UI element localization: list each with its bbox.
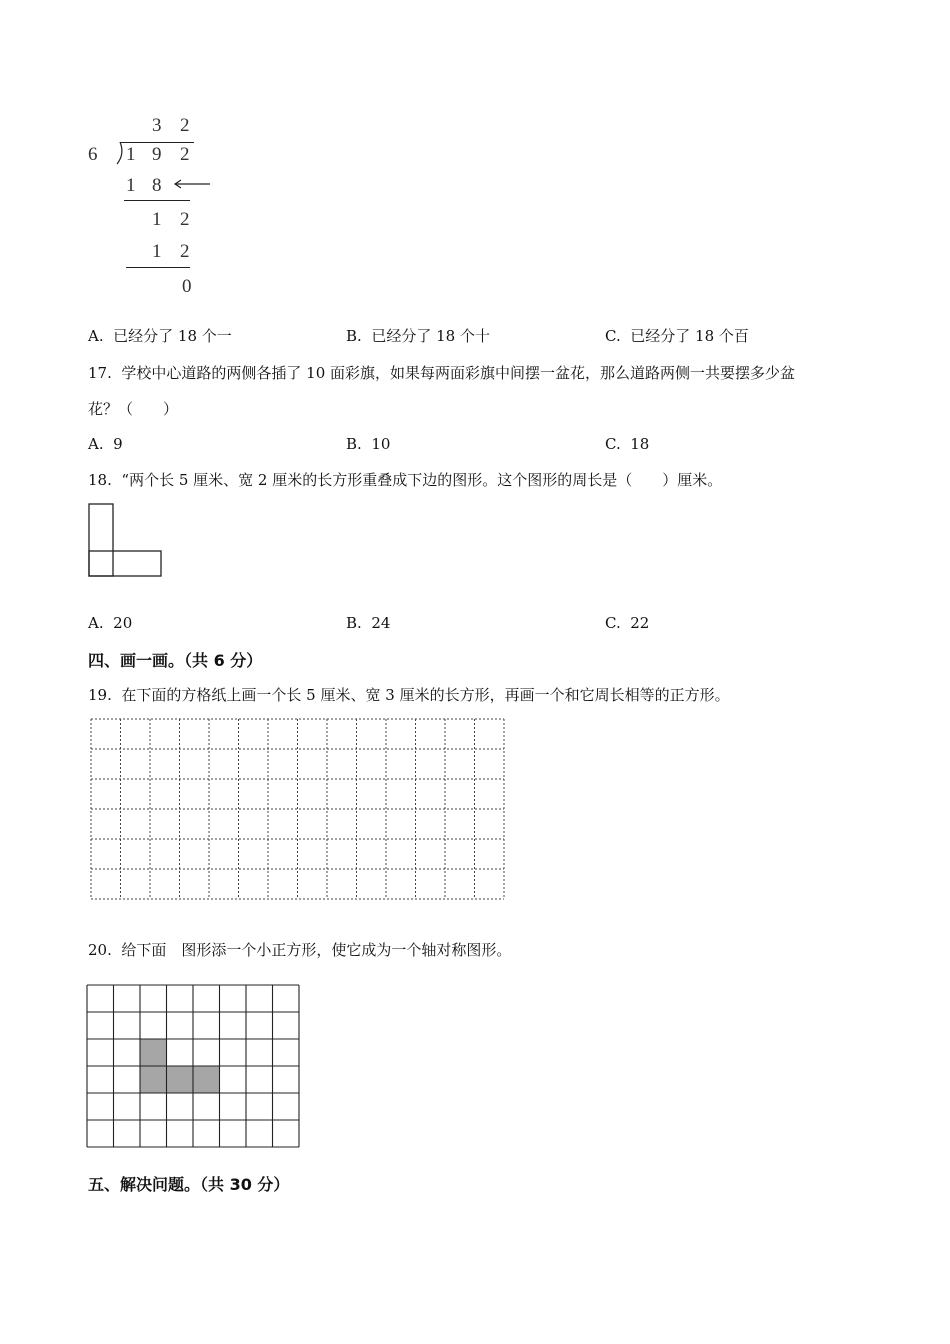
option-c[interactable] xyxy=(605,326,749,346)
division-bar xyxy=(120,142,194,143)
question-line: 在下面的方格纸上画一个长 5 厘米、宽 3 厘米的长方形，再画一个和它周长相等的正方形。 xyxy=(121,686,730,704)
question-text xyxy=(88,470,722,490)
step-digit: 2 xyxy=(180,241,190,262)
option-text: 10 xyxy=(371,435,391,453)
option-label: B. xyxy=(346,435,362,453)
remainder: 0 xyxy=(182,276,192,297)
option-label: A. xyxy=(88,435,104,453)
step-digit: 1 xyxy=(152,241,162,262)
filled-cell xyxy=(140,1066,167,1093)
option-text: 已经分了 18 个一 xyxy=(113,327,232,345)
filled-cell xyxy=(193,1066,220,1093)
option-text: 18 xyxy=(630,435,650,453)
option-label: A. xyxy=(88,327,104,345)
option-label: A. xyxy=(88,614,104,632)
option-c[interactable] xyxy=(605,434,649,454)
question-number: 18. xyxy=(88,471,112,489)
question-number: 20. xyxy=(88,941,112,959)
step-digit: 1 xyxy=(152,209,162,230)
option-c[interactable] xyxy=(605,613,649,633)
option-a[interactable] xyxy=(88,326,232,346)
step-line xyxy=(124,200,190,201)
dotted-grid-paper[interactable] xyxy=(90,718,510,902)
question-line: 花？（ ） xyxy=(88,400,179,418)
option-label: C. xyxy=(605,327,621,345)
left-arrow-icon xyxy=(172,178,212,190)
step-digit: 8 xyxy=(152,175,162,196)
quotient-digit: 2 xyxy=(180,115,190,136)
option-a[interactable] xyxy=(88,613,132,633)
question-text xyxy=(88,363,795,383)
step-digit: 2 xyxy=(180,209,190,230)
question-line: 学校中心道路的两侧各插了 10 面彩旗，如果每两面彩旗中间摆一盆花，那么道路两侧一共要摆多少盆 xyxy=(121,364,796,382)
option-b[interactable] xyxy=(346,434,390,454)
option-text: 22 xyxy=(630,614,650,632)
question-text xyxy=(88,685,730,705)
dividend-digit: 9 xyxy=(152,144,162,165)
filled-cell xyxy=(167,1066,194,1093)
option-label: C. xyxy=(605,614,621,632)
option-label: C. xyxy=(605,435,621,453)
option-b[interactable] xyxy=(346,613,390,633)
option-text: 已经分了 18 个百 xyxy=(630,327,749,345)
section-heading: 四、画一画。（共 6 分） xyxy=(88,651,263,670)
option-label: B. xyxy=(346,327,362,345)
question-text xyxy=(88,940,511,960)
square-grid[interactable] xyxy=(86,984,302,1150)
dividend-digit: 1 xyxy=(126,144,136,165)
step-line xyxy=(126,267,190,268)
option-a[interactable] xyxy=(88,434,123,454)
question-line: 给下面 图形添一个小正方形，使它成为一个轴对称图形。 xyxy=(121,941,512,959)
l-shape-figure xyxy=(88,503,168,583)
question-line: “两个长 5 厘米、宽 2 厘米的长方形重叠成下边的图形。这个图形的周长是（ ）厘米。 xyxy=(121,471,723,489)
option-text: 已经分了 18 个十 xyxy=(371,327,490,345)
option-label: B. xyxy=(346,614,362,632)
division-bracket xyxy=(115,142,125,166)
question-number: 19. xyxy=(88,686,112,704)
divisor: 6 xyxy=(88,144,98,165)
option-text: 9 xyxy=(113,435,123,453)
section-heading: 五、解决问题。（共 30 分） xyxy=(88,1175,290,1194)
option-text: 24 xyxy=(371,614,391,632)
question-number: 17. xyxy=(88,364,112,382)
step-digit: 1 xyxy=(126,175,136,196)
quotient-digit: 3 xyxy=(152,115,162,136)
option-b[interactable] xyxy=(346,326,490,346)
dividend-digit: 2 xyxy=(180,144,190,165)
filled-cell xyxy=(140,1039,167,1066)
option-text: 20 xyxy=(113,614,133,632)
